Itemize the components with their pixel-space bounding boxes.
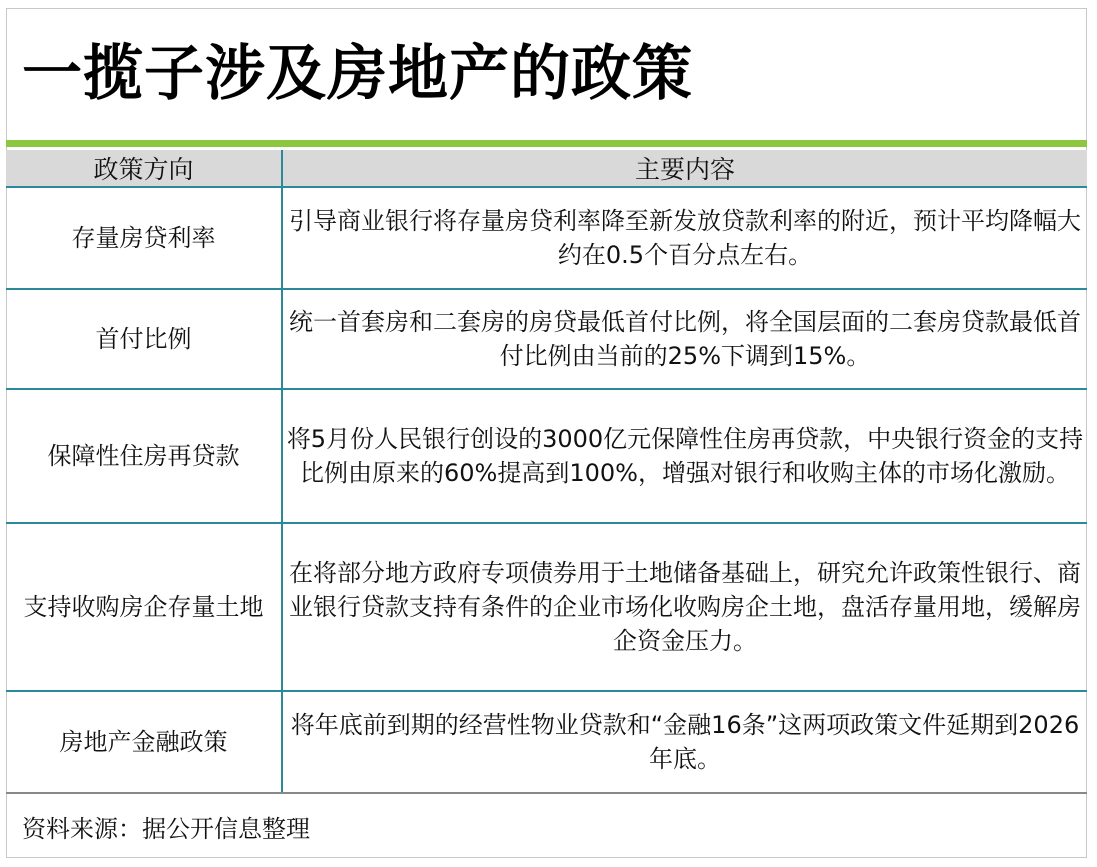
table-row: [6, 289, 1087, 389]
table-row: [6, 187, 1087, 289]
row-content: 将年底前到期的经营性物业贷款和“金融16条”这两项政策文件延期到2026年底。: [282, 691, 1087, 793]
row-direction: 存量房贷利率: [6, 187, 282, 289]
policy-table: [6, 150, 1087, 794]
row-content: 统一首套房和二套房的房贷最低首付比例，将全国层面的二套房贷款最低首付比例由当前的25%下调到15%。: [282, 289, 1087, 389]
header-main-content: 主要内容: [282, 150, 1087, 187]
table-row: [6, 523, 1087, 691]
row-content: 在将部分地方政府专项债券用于土地储备基础上，研究允许政策性银行、商业银行贷款支持有条件的企业市场化收购房企土地，盘活存量用地，缓解房企资金压力。: [282, 523, 1087, 691]
table-row: [6, 691, 1087, 793]
row-content: 将5月份人民银行创设的3000亿元保障性住房再贷款，中央银行资金的支持比例由原来的60%提高到100%，增强对银行和收购主体的市场化激励。: [282, 389, 1087, 523]
header-policy-direction: 政策方向: [6, 150, 282, 187]
table-row: [6, 389, 1087, 523]
source-note: 资料来源：据公开信息整理: [22, 815, 310, 843]
row-direction: 首付比例: [6, 289, 282, 389]
row-direction: 支持收购房企存量土地: [6, 523, 282, 691]
row-direction: 保障性住房再贷款: [6, 389, 282, 523]
page-title: 一揽子涉及房地产的政策: [22, 39, 693, 109]
table-header-row: [6, 150, 1087, 187]
row-direction: 房地产金融政策: [6, 691, 282, 793]
row-content: 引导商业银行将存量房贷利率降至新发放贷款利率的附近，预计平均降幅大约在0.5个百分点左右。: [282, 187, 1087, 289]
title-accent-bar: [6, 140, 1087, 147]
